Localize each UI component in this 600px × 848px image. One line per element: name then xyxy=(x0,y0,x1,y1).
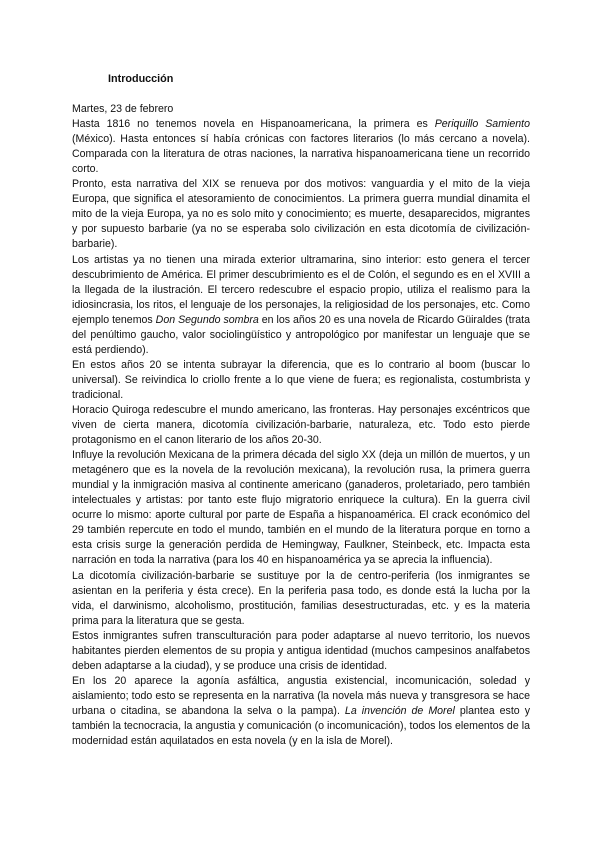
book-title: Periquillo Samiento xyxy=(434,118,530,131)
text-run: Horacio Quiroga redescubre el mundo americano, las fronteras. Hay personajes excéntricos que viven de cierta manera, dicotomía civilización-barbarie, naturaleza, etc. Todo esto pierde protagonismo en el canon literario de los años 20-30. xyxy=(72,403,530,447)
paragraph xyxy=(72,403,530,448)
paragraph xyxy=(72,674,530,749)
paragraph xyxy=(72,358,530,403)
paragraph xyxy=(72,177,530,252)
date-line: Martes, 23 de febrero xyxy=(72,103,174,116)
paragraph xyxy=(72,117,530,177)
text-run: En los 20 aparece la agonía asfáltica, angustia existencial, incomunicación, soledad y aislamiento; todo esto se representa en la narrativa (la novela más nueva y transgresora se hace urbana o citadina, se abandona la selva o la pampa). xyxy=(72,674,530,717)
text-run: plantea esto y también la tecnocracia, la angustia y comunicación (o incomunicación), todos los elementos de la modernidad están aquilatados en esta novela (y en la isla de Morel). xyxy=(72,704,530,748)
page-title: Introducción xyxy=(108,73,174,85)
text-run: Pronto, esta narrativa del XIX se renueva por dos motivos: vanguardia y el mito de la vieja Europa, que significa el atesoramiento de conocimientos. La primera guerra mundial dinamita el mito de la vieja Europa, ya no es solo mito y conocimiento; es muerte, desaparecidos, migrantes y por supuesto barbarie (ya no se esperaba solo civilización en esta dicotomía de civilización-barbarie). xyxy=(72,178,530,251)
body-text xyxy=(72,117,530,749)
text-run: La dicotomía civilización-barbarie se sustituye por la de centro-periferia (los inmigrantes se asientan en la periferia y ésta crece). En la periferia pasa todo, es donde está la lucha por la vida, el darwinismo, alcoholismo, prostitución, familias desestructuradas, etc. y es la materia prima para la literatura que se gesta. xyxy=(72,569,530,627)
text-run: Hasta 1816 no tenemos novela en Hispanoamericana, la primera es xyxy=(72,118,435,131)
paragraph xyxy=(72,629,530,674)
paragraph xyxy=(72,253,530,358)
paragraph xyxy=(72,448,530,568)
book-title: La invención de Morel xyxy=(344,704,455,717)
text-run: (México). Hasta entonces sí había crónicas con factores literarios (lo más cercano a novela). Comparada con la literatura de otras naciones, la narrativa hispanoamericana tiene un recorrido corto. xyxy=(72,133,530,176)
text-run: En estos años 20 se intenta subrayar la diferencia, que es lo contrario al boom (buscar lo universal). Se reivindica lo criollo frente a lo que viene de fuera; es regionalista, costumbrista y tradicional. xyxy=(72,358,530,401)
text-run: en los años 20 es una novela de Ricardo Güiraldes (trata del penúltimo gaucho, valor sociolingüístico y antropológico por manifestar un lenguaje que se está perdiendo). xyxy=(72,313,530,356)
text-run: Estos inmigrantes sufren transculturación para poder adaptarse al nuevo territorio, los nuevos habitantes pierden elementos de su propia y antigua identidad (muchos campesinos analfabetos deben adaptarse a la ciudad), y se produce una crisis de identidad. xyxy=(72,629,530,672)
book-title: Don Segundo sombra xyxy=(155,313,259,326)
text-run: Influye la revolución Mexicana de la primera década del siglo XX (deja un millón de muertos, y un metagénero que es la novela de la revolución mexicana), la revolución rusa, la primera guerra mundial y la inmigración masiva al continente americano (ganaderos, proletariado, pero también intelectuales y artistas: por tanto este flujo migratorio enriquece la cultura). En la guerra civil ocurre lo mismo: aporte cultural por parte de España a hispanoamérica. El crack económico del 29 también repercute en todo el mundo, también en el mundo de la literatura porque en torno a esta crisis surge la generación perdida de Hemingway, Faulkner, Steinbeck, etc. Impacta esta narración en toda la narrativa (para los 40 en hispanoamérica ya se aprecia la influencia). xyxy=(72,449,530,567)
text-run: Los artistas ya no tienen una mirada exterior ultramarina, sino interior: esto genera el tercer descubrimiento de América. El primer descubrimiento es el de Colón, el segundo es en el XVIII a la llegada de la ilustración. El tercero redescubre el espacio propio, utiliza el realismo para la idiosincrasia, los ritos, el lenguaje de los personajes, la religiosidad de los personajes, etc. Como ejemplo tenemos xyxy=(72,253,530,326)
paragraph xyxy=(72,569,530,629)
